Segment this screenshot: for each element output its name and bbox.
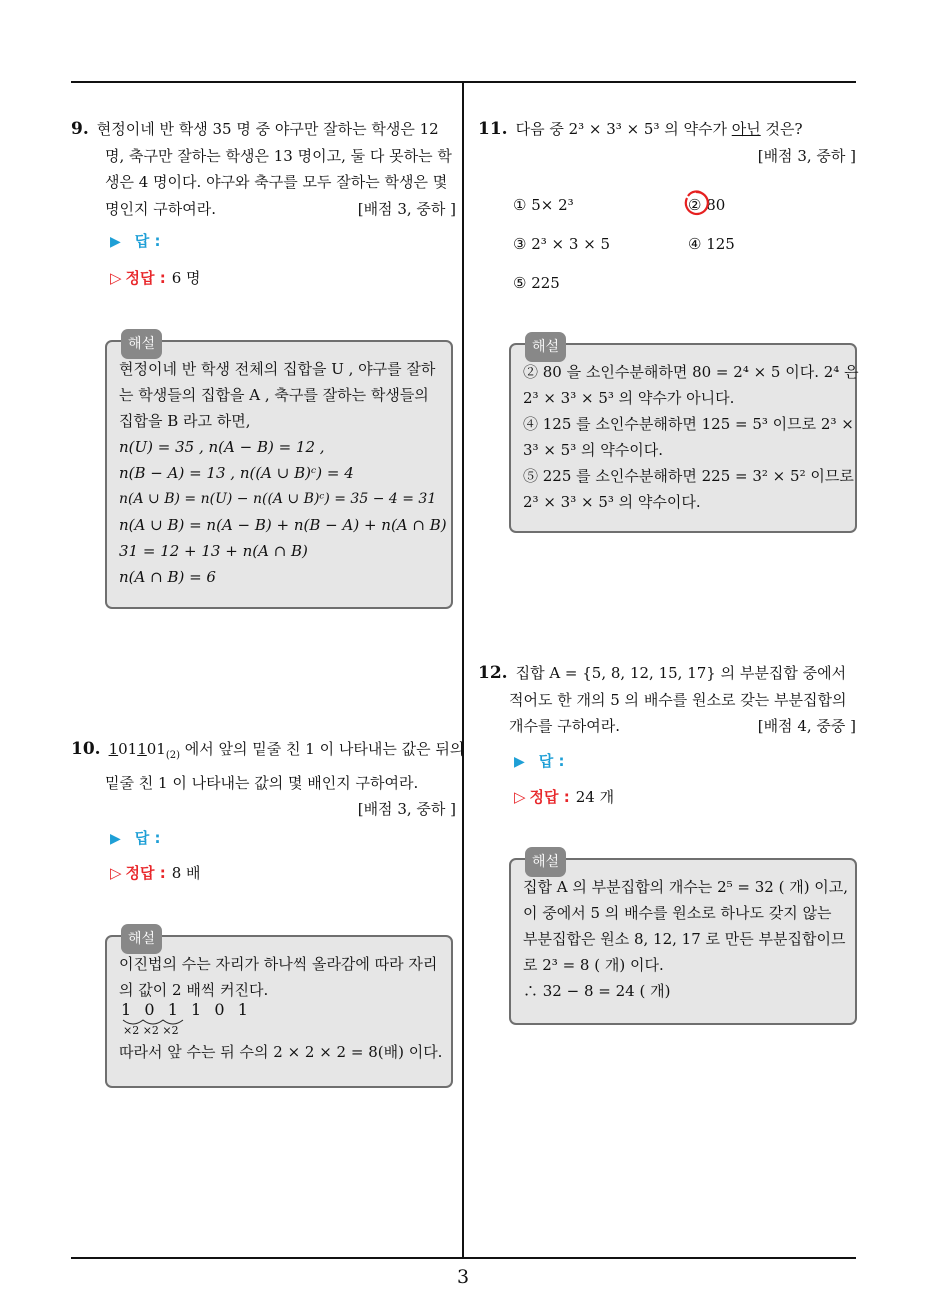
red-circle-mark-icon <box>683 190 709 216</box>
answer-row: ▶ 답 : <box>110 232 161 250</box>
question-12: 12. 집합 A = {5, 8, 12, 15, 17} 의 부분집합 중에서 적어도 한 개의 5 의 배수를 원소로 갖는 부분집합의 개수를 구하여라. [배점 4, 중중 ] <box>478 660 856 740</box>
score-meta: [배점 3, 중하 ] <box>357 199 456 218</box>
correct-answer-row: ▷ 정답 : 8 배 <box>110 864 201 882</box>
explanation-box: 해설 ② 80 을 소인수분해하면 80 = 2⁴ × 5 이다. 2⁴ 은 2³ × 3³ × 5³ 의 약수가 아니다. ④ 125 를 소인수분해하면 125 = 5³ 이므로 2³ × 3³ × 5³ 의 약수이다. ⑤ 225 를 소인수분해하면 225 = 3² × 5² 이므로 2³ × 3³ × 5³ 의 약수이다. <box>509 343 857 533</box>
explanation-box: 해설 이진법의 수는 자리가 하나씩 올라감에 따라 자리 의 값이 2 배씩 커진다. 1 0 1 1 0 1 ×2 ×2 ×2 따라서 앞 수는 뒤 수의 2 × 2 × 2 = 8(배) 이다. <box>105 935 453 1088</box>
column-divider <box>462 82 464 1258</box>
answer-row: ▶ 답 : <box>514 752 565 770</box>
binary-digits-diagram: 1 0 1 1 0 1 ×2 ×2 ×2 <box>121 1000 249 1037</box>
question-number: 11. <box>478 119 508 139</box>
play-arrow-icon: ▶ <box>110 831 121 847</box>
page-number: 3 <box>456 1266 470 1288</box>
outline-arrow-icon: ▷ <box>514 788 526 806</box>
explanation-tag: 해설 <box>525 332 566 362</box>
option-3: ③ 2³ × 3 × 5 <box>513 235 611 253</box>
explanation-tag: 해설 <box>121 924 162 954</box>
correct-answer-row: ▷ 정답 : 24 개 <box>514 788 615 806</box>
explanation-box: 해설 집합 A 의 부분집합의 개수는 2⁵ = 32 ( 개) 이고, 이 중에서 5 의 배수를 원소로 하나도 갖지 않는 부분집합은 원소 8, 12, 17 로 만든 부분집합이므 로 2³ = 8 ( 개) 이다. ∴ 32 − 8 = 24 ( 개) <box>509 858 857 1025</box>
question-11: 11. 다음 중 2³ × 3³ × 5³ 의 약수가 아닌 것은? [배점 3, 중하 ] <box>478 116 856 169</box>
answer-row: ▶ 답 : <box>110 829 161 847</box>
question-9: 9. 현정이네 반 학생 35 명 중 야구만 잘하는 학생은 12 명, 축구만 잘하는 학생은 13 명이고, 둘 다 못하는 학 생은 4 명이다. 야구와 축구를 모두 잘하는 학생은 몇 명인지 구하여라. [배점 3, 중하 ] <box>71 116 456 222</box>
bottom-rule <box>71 1257 856 1259</box>
explanation-box: 해설 현정이네 반 학생 전체의 집합을 U , 야구를 잘하 는 학생들의 집합을 A , 축구를 잘하는 학생들의 집합을 B 라고 하면, n(U) = 35 , n(A − B) = 12 , n(B − A) = 13 , n((A ∪ B)ᶜ) = 4 n(A ∪ B) = n(U) − n((A ∪ B)ᶜ) = 35 − 4 = 31 n(A ∪ B) = n(A − B) + n(B − A) + n(A ∩ B) 31 = 12 + 13 + n(A ∩ B) n(A ∩ B) = 6 <box>105 340 453 609</box>
question-number: 12. <box>478 663 508 683</box>
score-meta: [배점 3, 중하 ] <box>357 800 456 818</box>
question-number: 10. <box>71 739 101 759</box>
option-5: ⑤ 225 <box>513 274 560 292</box>
play-arrow-icon: ▶ <box>514 754 525 770</box>
correct-answer-row: ▷ 정답 : 6 명 <box>110 269 201 287</box>
play-arrow-icon: ▶ <box>110 234 121 250</box>
option-4: ④ 125 <box>688 235 735 253</box>
score-meta: [배점 4, 중중 ] <box>757 717 856 735</box>
score-meta: [배점 3, 중하 ] <box>757 146 856 165</box>
question-10: 10. $101101_{(2)}$ 에서 앞의 밑줄 친 1 이 나타내는 값은 뒤의 밑줄 친 1 이 나타내는 값의 몇 배인지 구하여라. [배점 3, 중하 ] <box>71 736 456 822</box>
explanation-tag: 해설 <box>525 847 566 877</box>
binary-number: $101101_{(2)}$ <box>108 740 181 761</box>
option-1: ① 5× 2³ <box>513 196 574 214</box>
outline-arrow-icon: ▷ <box>110 269 122 287</box>
question-number: 9. <box>71 119 89 139</box>
option-2: ② 80 <box>688 196 726 214</box>
outline-arrow-icon: ▷ <box>110 864 122 882</box>
explanation-tag: 해설 <box>121 329 162 359</box>
